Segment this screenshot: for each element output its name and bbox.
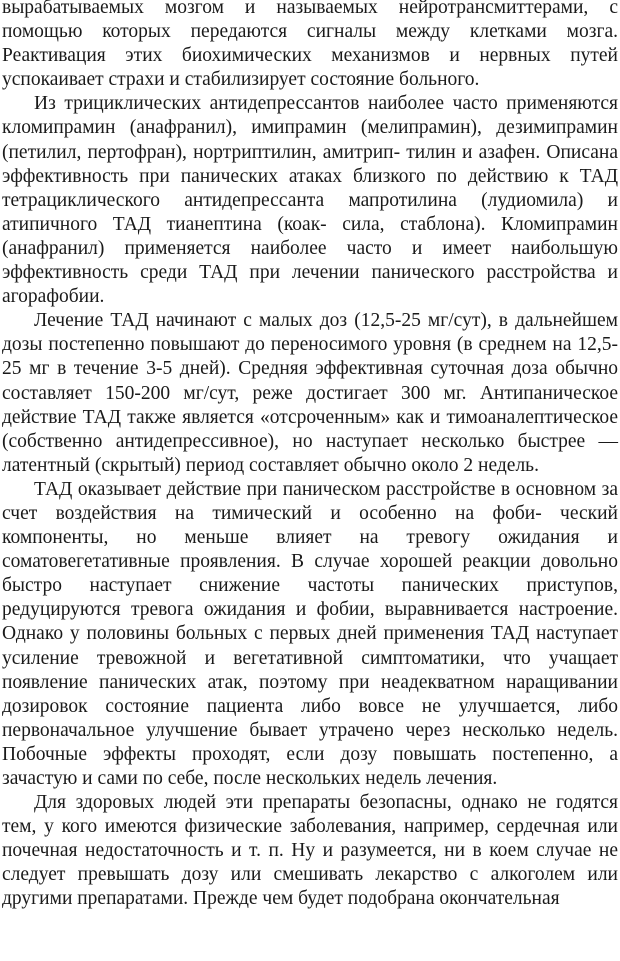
paragraph-dosage: Лечение ТАД начинают с малых доз (12,5-25 мг/сут), в дальнейшем дозы постепенно повышают до переносимого уровня (в среднем на 12,5-25 мг в течение 3-5 дней). Средняя эффективная суточная доза обычно составляет 150-200 мг/сут, реже достигает 300 мг. Антипаническое действие ТАД также является «отсроченным» как и тимоаналептическое (собственно антидепрессивное), но наступает несколько быстрее — латентный (скрытый) период составляет обычно около 2 недель. — [2, 310, 618, 476]
paragraph-effects: ТАД оказывает действие при паническом расстройстве в основном за счет воздействия на тимический и особенно на фоби- ческий компоненты, но меньше влияет на тревогу ожидания и соматовегетативные проявления. В случае хорошей реакции довольно быстро наступает снижение частоты панических приступов, редуцируются тревога ожидания и фобии, выравнивается настроение. Однако у половины больных с первых дней применения ТАД наступает усиление тревожной и вегетативной симптоматики, что учащает появление панических атак, поэтому при неадекватном наращивании дозировок состояние пациента либо вовсе не улучшается, либо первоначальное улучшение бывает утрачено через несколько недель. Побочные эффекты проходят, если дозу повышать постепенно, а зачастую и сами по себе, после нескольких недель лечения. — [2, 478, 618, 789]
paragraph-continuation: вырабатываемых мозгом и называемых нейротрансмиттерами, с помощью которых передаются сигналы между клетками мозга. Реактивация этих биохимических механизмов и нервных путей успокаивает страхи и стабилизирует состояние больного. — [2, 0, 618, 91]
paragraph-safety: Для здоровых людей эти препараты безопасны, однако не годятся тем, у кого имеются физические заболевания, например, сердечная или почечная недостаточность и т. п. Ну и разумеется, ни в коем случае не следует превышать дозу или смешивать лекарство с алкоголем или другими препаратами. Прежде чем будет подобрана окончательная — [2, 792, 618, 910]
paragraph-tricyclic-antidepressants: Из трициклических антидепрессантов наиболее часто применяются кломипрамин (анафранил), имипрамин (мелипрамин), дезимипрамин (петилил, пертофран), нортриптилин, амитрип- тилин и азафен. Описана эффективность при панических атаках близкого по действию к ТАД тетрациклического антидепрессанта мапротилина (лудиомила) и атипичного ТАД тианептина (коак- сила, стаблона). Кломипрамин (анафранил) применяется наиболее часто и имеет наибольшую эффективность среди ТАД при лечении панического расстройства и агорафобии. — [2, 93, 618, 308]
